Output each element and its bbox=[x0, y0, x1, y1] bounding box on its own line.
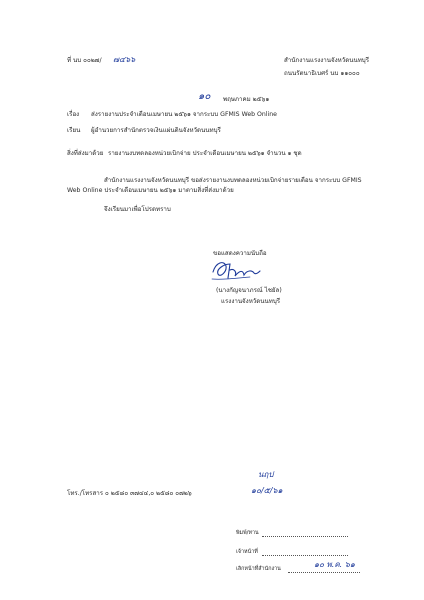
closing-request: จึงเรียนมาเพื่อโปรดทราบ bbox=[104, 206, 171, 213]
footer-phone: โทร./โทรสาร ๐ ๒๕๘๐ ๓๗๔๔,๐ ๒๕๘๐ ๐๗๒๖ bbox=[67, 490, 192, 497]
body-line-2: Web Online ประจำเดือนเมษายน ๒๕๖๑ มาตามสิ่งที่ส่งมาด้วย bbox=[67, 187, 234, 194]
stamp-row-3-line bbox=[288, 572, 360, 573]
subject-text: ส่งรายงานประจำเดือนเมษายน ๒๕๖๑ จากระบบ GFMIS Web Online bbox=[91, 111, 277, 118]
ref-number-handwritten: ๗๔๖๖ bbox=[113, 55, 136, 64]
initials-handwritten: นฤป bbox=[258, 470, 274, 479]
recipient-text: ผู้อำนวยการสำนักตรวจเงินแผ่นดินจังหวัดนนทบุรี bbox=[91, 127, 221, 134]
date-day-handwritten: ๑๐ bbox=[198, 91, 211, 102]
signatory-position: แรงงานจังหวัดนนทบุรี bbox=[221, 298, 281, 305]
stamp-row-2-label: เจ้าหน้าที่ bbox=[236, 549, 258, 555]
stamp-row-1-label: พิมพ์/ทาน bbox=[236, 530, 259, 536]
signatory-name: (นางกัญจนาภรณ์ ไชยัล) bbox=[216, 287, 282, 294]
signature-salutation: ขอแสดงความนับถือ bbox=[213, 250, 267, 257]
org-address: ถนนรัตนาธิเบศร์ นบ ๑๑๐๐๐ bbox=[284, 70, 360, 77]
attachment-label: สิ่งที่ส่งมาด้วย bbox=[67, 150, 104, 157]
attachment-text: รายงานงบทดลองหน่วยเบิกจ่าย ประจำเดือนเมษายน ๒๕๖๑ จำนวน ๑ ชุด bbox=[108, 150, 302, 157]
date-month-year: พฤษภาคม ๒๕๖๑ bbox=[223, 96, 270, 103]
stamp-row-3-label: เลิกหน้าที่สำนักงาน bbox=[236, 566, 281, 572]
stamp-row-3-handwritten: ๑๐ พ.ค. ๖๑ bbox=[314, 560, 355, 569]
initials-date-handwritten: ๑๐/๕/๖๑ bbox=[251, 486, 283, 495]
recipient-label: เรียน bbox=[67, 127, 81, 134]
stamp-row-1-line bbox=[262, 536, 348, 537]
body-line-1: สำนักงานแรงงานจังหวัดนนทบุรี ขอส่งรายงานงบทดลองหน่วยเบิกจ่ายรายเดือน จากระบบ GFMIS bbox=[104, 177, 362, 184]
stamp-row-2-line bbox=[262, 555, 348, 556]
org-name: สำนักงานแรงงานจังหวัดนนทบุรี bbox=[284, 57, 370, 64]
ref-number: ที่ นบ ๐๐๒๗/ bbox=[67, 57, 102, 64]
subject-label: เรื่อง bbox=[67, 111, 80, 118]
signature-image bbox=[210, 258, 262, 284]
